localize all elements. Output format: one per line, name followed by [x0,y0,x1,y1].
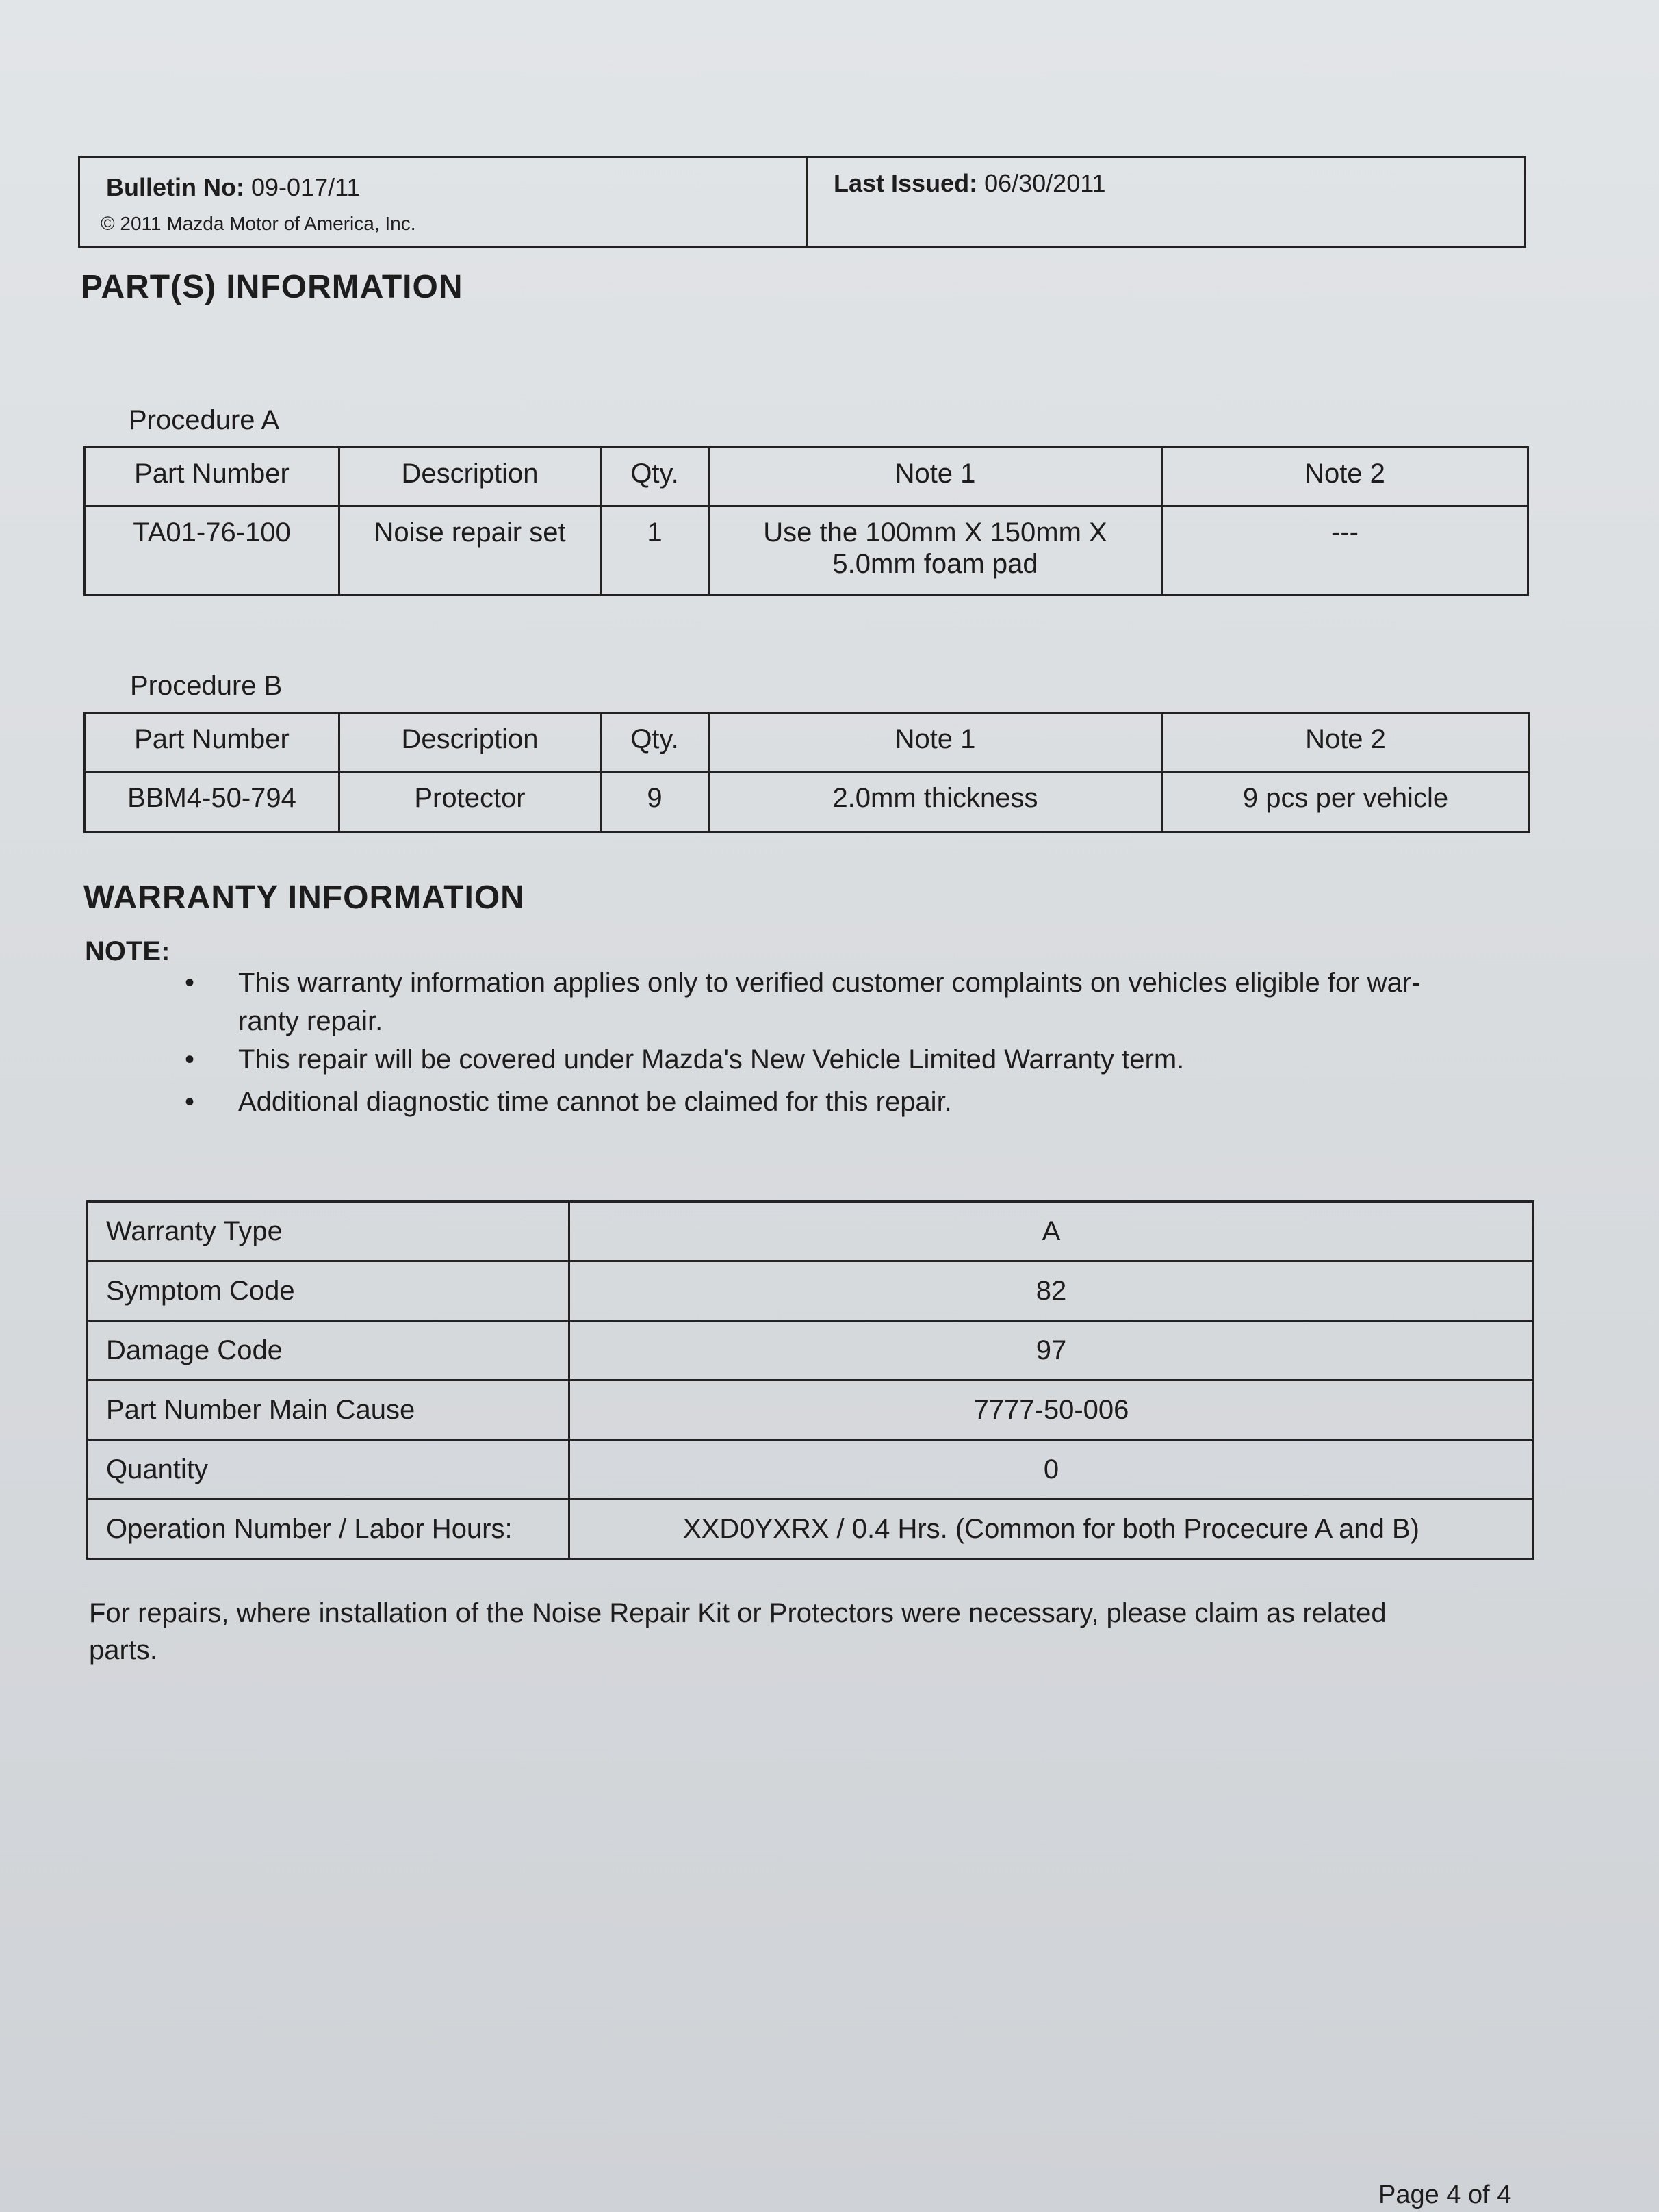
note1-line: 5.0mm foam pad [832,549,1038,579]
table-row [88,1380,1534,1440]
parts-section-title: PART(S) INFORMATION [81,269,463,305]
footer-paragraph [89,1595,1526,1669]
bulletin-number-value: 09-017/11 [251,173,361,201]
table-header-cell: Qty. [601,448,709,506]
note1-cell [709,506,1162,595]
table-row [88,1202,1534,1261]
warranty-type-label: Warranty Type [88,1202,569,1261]
main-cause-label: Part Number Main Cause [88,1380,569,1440]
table-header-cell: Note 1 [709,713,1162,772]
table-header-cell: Note 2 [1162,448,1528,506]
qty-cell: 9 [601,772,709,832]
procedure-b-label: Procedure B [130,671,283,701]
bullet-text-line: This warranty information applies only to verified customer complaints on vehicles eligible for war- [238,968,1421,998]
table-header-cell: Part Number [85,448,339,506]
footer-text-line: parts. [89,1635,158,1665]
page-number: Page 4 of 4 [1378,2181,1512,2209]
quantity-value: 0 [569,1440,1534,1500]
damage-code-label: Damage Code [88,1321,569,1380]
last-issued-value: 06/30/2011 [984,169,1106,197]
table-header-row [85,448,1528,506]
bullet-icon: • [185,1044,195,1075]
qty-cell: 1 [601,506,709,595]
bullet-icon: • [185,968,195,998]
bulletin-header [78,156,1526,248]
table-header-cell: Description [339,448,601,506]
bullet-icon: • [185,1087,195,1117]
last-issued-line [834,169,1106,198]
table-header-cell: Description [339,713,601,772]
main-cause-value: 7777-50-006 [569,1380,1534,1440]
operation-number-value: XXD0YXRX / 0.4 Hrs. (Common for both Procecure A and B) [569,1500,1534,1559]
part-number-cell: BBM4-50-794 [85,772,339,832]
table-row [88,1321,1534,1380]
bulletin-number-line [106,173,360,202]
procedure-b-table [83,712,1530,833]
note-label: NOTE: [85,936,170,966]
note1-line: Use the 100mm X 150mm X [763,517,1107,548]
list-item [185,964,1526,1040]
note2-cell: 9 pcs per vehicle [1162,772,1530,832]
operation-number-label: Operation Number / Labor Hours: [88,1500,569,1559]
table-header-cell: Part Number [85,713,339,772]
table-row [88,1440,1534,1500]
list-item [185,1083,1526,1121]
last-issued-label: Last Issued: [834,169,978,197]
description-cell: Protector [339,772,601,832]
table-header-cell: Qty. [601,713,709,772]
warranty-table [86,1200,1534,1560]
warranty-section-title: WARRANTY INFORMATION [83,879,525,916]
table-row [85,772,1530,832]
bullet-text: Additional diagnostic time cannot be claimed for this repair. [238,1087,952,1117]
footer-text-line: For repairs, where installation of the Noise Repair Kit or Protectors were necessary, please claim as related [89,1598,1387,1628]
bullet-text-line: ranty repair. [238,1006,383,1036]
bullet-text: This repair will be covered under Mazda's New Vehicle Limited Warranty term. [238,1044,1185,1075]
procedure-a-label: Procedure A [129,405,280,435]
table-row [88,1261,1534,1321]
procedure-a-table [83,446,1529,596]
part-number-cell: TA01-76-100 [85,506,339,595]
quantity-label: Quantity [88,1440,569,1500]
warranty-type-value: A [569,1202,1534,1261]
symptom-code-value: 82 [569,1261,1534,1321]
table-header-cell: Note 2 [1162,713,1530,772]
description-cell: Noise repair set [339,506,601,595]
warranty-notes-list [185,964,1526,1121]
table-row [85,506,1528,595]
table-header-cell: Note 1 [709,448,1162,506]
table-header-row [85,713,1530,772]
copyright-text: © 2011 Mazda Motor of America, Inc. [101,213,416,234]
bulletin-header-right [808,158,1524,246]
symptom-code-label: Symptom Code [88,1261,569,1321]
table-row [88,1500,1534,1559]
note2-cell: --- [1162,506,1528,595]
bulletin-header-left [80,158,808,246]
list-item [185,1040,1526,1079]
bulletin-number-label: Bulletin No: [106,173,244,201]
note1-cell: 2.0mm thickness [709,772,1162,832]
damage-code-value: 97 [569,1321,1534,1380]
